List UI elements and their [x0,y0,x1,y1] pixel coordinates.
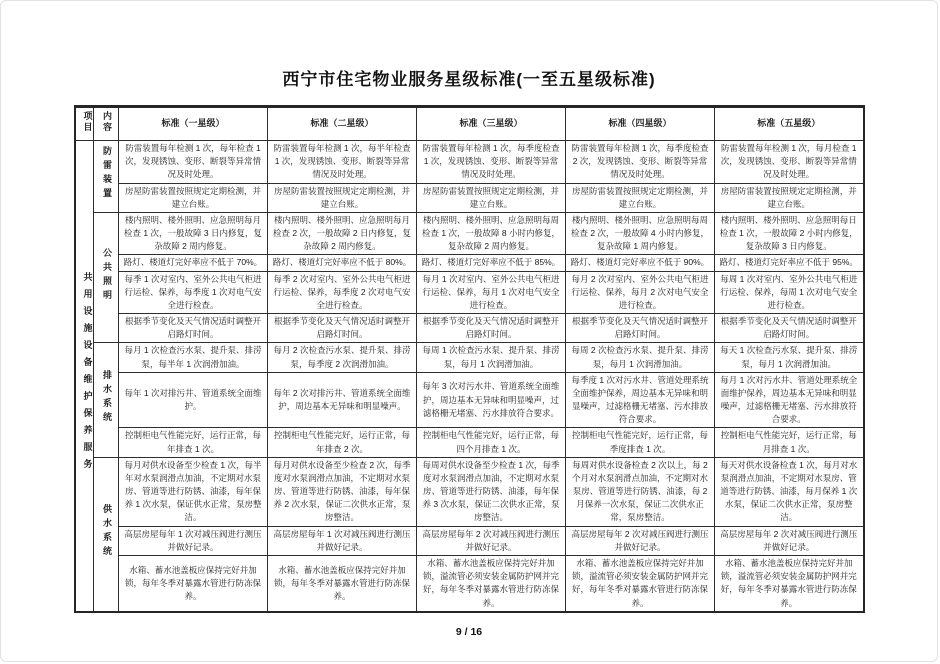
table-row [75,141,864,184]
standard-cell: 每周对供水设备检查 2 次以上，每 2 个月对水泵润滑点加油，不定期对水泵房、管道等进行防锈、油漆，每 2 月保养一次水泵，保证二次供水正常，泵房整洁。 [566,457,715,526]
standard-cell: 根据季节变化及天气情况适时调整开启路灯时间。 [566,314,715,343]
standard-cell: 房屋防雷装置按照规定定期检测，并建立台账。 [268,183,417,212]
standard-cell: 根据季节变化及天气情况适时调整开启路灯时间。 [715,314,864,343]
standard-cell: 高层房屋每年 2 次对减压阀进行测压并做好记录。 [417,526,566,555]
standard-cell: 高层房屋每年 1 次对减压阀进行测压并做好记录。 [268,526,417,555]
page-title: 西宁市住宅物业服务星级标准(一至五星级标准) [282,70,656,89]
group-cell-lighting [94,212,119,343]
project-cell [75,141,94,612]
standards-table [74,105,865,613]
standard-cell: 房屋防雷装置按照规定定期检测，并建立台账。 [119,183,268,212]
table-row [75,526,864,555]
col-header-star-4: 标准（四星级） [566,107,715,141]
table-row [75,428,864,457]
standard-cell: 路灯、楼道灯完好率应不低于 90%。 [566,255,715,271]
standard-cell: 路灯、楼道灯完好率应不低于 95%。 [715,255,864,271]
standard-cell: 防雷装置每年检测 1 次，每半年检查 1 次，发现锈蚀、变形、断裂等异常情况及时处理。 [268,141,417,184]
standard-cell: 控制柜电气性能完好，运行正常，每年排查 1 次。 [119,428,268,457]
standard-cell: 水箱、蓄水池盖板应保持完好并加锁，溢流管必须安装金属防护网并完好，每年冬季对暴露水管进行防冻保养。 [715,555,864,611]
table-row [75,314,864,343]
col-header-star-3: 标准（三星级） [417,107,566,141]
standard-cell: 水箱、蓄水池盖板应保持完好并加锁，溢流管必须安装金属防护网并完好，每年冬季对暴露水管进行防冻保养。 [566,555,715,611]
standard-cell: 每季 2 次对室内、室外公共电气柜进行运检、保养，每季度 2 次对电气安全进行检查。 [268,271,417,314]
standard-cell: 房屋防雷装置按照规定定期检测，并建立台账。 [715,183,864,212]
col-header-project [75,107,94,141]
standard-cell: 水箱、蓄水池盖板应保持完好并加锁，每年冬季对暴露水管进行防冻保养。 [268,555,417,611]
group-label-lightning: 防雷装置 [101,146,112,203]
standard-cell: 水箱、蓄水池盖板应保持完好并加锁，溢流管必须安装金属防护网并完好，每年冬季对暴露水管进行防冻保养。 [417,555,566,611]
standard-cell: 每周对供水设备至少检查 1 次，每季度对水泵润滑点加油，不定期对水泵房、管道等进行防锈、油漆，每年保养 3 次水泵，保证二次供水正常，泵房整洁。 [417,457,566,526]
standard-cell: 每年 3 次对污水井、管道系统全面维护，周边基本无异味和明显噪声，过滤格栅无堵塞、污水排放符合要求。 [417,372,566,428]
page-number: 9 / 16 [455,625,483,638]
standard-cell: 每季 1 次对室内、室外公共电气柜进行运检、保养，每季度 1 次对电气安全进行检查。 [119,271,268,314]
standard-cell: 楼内照明、楼外照明、应急照明每月检查 1 次，一般故障 3 日内修复，复杂故障 2 周内修复。 [119,212,268,255]
standard-cell: 每天对供水设备检查 1 次，每月对水泵润滑点加油，不定期对水泵房、管道等进行防锈、油漆，每月保养 1 次水泵，保证二次供水正常，泵房整洁。 [715,457,864,526]
standard-cell: 每周 2 次检查污水泵、提升泵、排涝泵，每月 1 次润滑加油。 [566,343,715,372]
table-row [75,212,864,255]
standard-cell: 根据季节变化及天气情况适时调整开启路灯时间。 [417,314,566,343]
group-cell-lightning [94,141,119,213]
standard-cell: 每月对供水设备至少检查 1 次，每半年对水泵润滑点加油，不定期对水泵房、管道等进行防锈、油漆，每年保养 1 次水泵，保证供水正常，泵房整洁。 [119,457,268,526]
col-header-star-2: 标准（二星级） [268,107,417,141]
table-row [75,255,864,271]
col-header-content-label: 内容 [101,110,112,133]
table-row [75,183,864,212]
standard-cell: 根据季节变化及天气情况适时调整开启路灯时间。 [268,314,417,343]
standard-cell: 防雷装置每年检测 1 次，每年检查 1 次，发现锈蚀、变形、断裂等异常情况及时处理。 [119,141,268,184]
standard-cell: 房屋防雷装置按照规定定期检测，并建立台账。 [566,183,715,212]
col-header-project-label: 项目 [82,110,93,133]
standard-cell: 每季度 1 次对污水井、管道处理系统全面维护保养，周边基本无异味和明显噪声，过滤格栅无堵塞、污水排放符合要求。 [566,372,715,428]
standard-cell: 控制柜电气性能完好，运行正常，每年排查 2 次。 [268,428,417,457]
col-header-content [94,107,119,141]
standard-cell: 路灯、楼道灯完好率应不低于 85%。 [417,255,566,271]
standard-cell: 控制柜电气性能完好，运行正常，每季度排查 1 次。 [566,428,715,457]
standard-cell: 楼内照明、楼外照明、应急照明每周检查 2 次，一般故障 4 小时内修复，复杂故障 1 周内修复。 [566,212,715,255]
standard-cell: 水箱、蓄水池盖板应保持完好并加锁，每年冬季对暴露水管进行防冻保养。 [119,555,268,611]
table-row [75,343,864,372]
standard-cell: 每月 1 次对室内、室外公共电气柜进行运检、保养，每月 1 次对电气安全进行检查。 [417,271,566,314]
group-label-water-supply: 供水系统 [101,504,112,561]
standard-cell: 根据季节变化及天气情况适时调整开启路灯时间。 [119,314,268,343]
table-row [75,555,864,611]
standard-cell: 每月对供水设备至少检查 2 次，每季度对水泵润滑点加油，不定期对水泵房、管道等进行防锈、油漆，每年保养 2 次水泵，保证二次供水正常，泵房整洁。 [268,457,417,526]
col-header-star-1: 标准（一星级） [119,107,268,141]
standard-cell: 高层房屋每年 2 次对减压阀进行测压并做好记录。 [715,526,864,555]
standard-cell: 每年 2 次对排污井、管道系统全面维护，周边基本无异味和明显噪声。 [268,372,417,428]
col-header-star-5: 标准（五星级） [715,107,864,141]
standard-cell: 每天 1 次检查污水泵、提升泵、排涝泵，每月 1 次润滑加油。 [715,343,864,372]
standard-cell: 楼内照明、楼外照明、应急照明每月检查 2 次，一般故障 2 日内修复，复杂故障 2 周内修复。 [268,212,417,255]
group-cell-water-supply [94,457,119,611]
standard-cell: 每月 2 次对室内、室外公共电气柜进行运检、保养，每月 2 次对电气安全进行检查。 [566,271,715,314]
standard-cell: 控制柜电气性能完好，运行正常，每月排查 1 次。 [715,428,864,457]
standard-cell: 每月 1 次对污水井、管道处理系统全面维护保养，周边基本无异味和明显噪声，过滤格栅无堵塞、污水排放符合要求。 [715,372,864,428]
standard-cell: 楼内照明、楼外照明、应急照明每周检查 1 次，一般故障 8 小时内修复，复杂故障 2 周内修复。 [417,212,566,255]
group-cell-drainage [94,343,119,457]
group-label-drainage: 排水系统 [101,370,112,426]
standard-cell: 房屋防雷装置按照规定定期检测，并建立台账。 [417,183,566,212]
standard-cell: 每月 1 次检查污水泵、提升泵、排涝泵，每半年 1 次润滑加油。 [119,343,268,372]
standard-cell: 高层房屋每年 1 次对减压阀进行测压并做好记录。 [119,526,268,555]
standard-cell: 每月 2 次检查污水泵、提升泵、排涝泵，每季度 2 次润滑加油。 [268,343,417,372]
header-row [75,107,864,141]
table-row [75,271,864,314]
standard-cell: 高层房屋每年 2 次对减压阀进行测压并做好记录。 [566,526,715,555]
group-label-lighting: 公共照明 [101,247,112,304]
standard-cell: 防雷装置每年检测 1 次，每季度检查 1 次，发现锈蚀、变形、断裂等异常情况及时处理。 [417,141,566,184]
table-row [75,457,864,526]
standard-cell: 每周 1 次检查污水泵、提升泵、排涝泵，每月 1 次润滑加油。 [417,343,566,372]
standard-cell: 控制柜电气性能完好，运行正常，每四个月排查 1 次。 [417,428,566,457]
standard-cell: 路灯、楼道灯完好率应不低于 70%。 [119,255,268,271]
standard-cell: 防雷装置每年检测 1 次，每月检查 1 次，发现锈蚀、变形、断裂等异常情况及时处理。 [715,141,864,184]
standard-cell: 楼内照明、楼外照明、应急照明每日检查 1 次，一般故障 2 小时内修复，复杂故障 3 日内修复。 [715,212,864,255]
standard-cell: 路灯、楼道灯完好率应不低于 80%。 [268,255,417,271]
standard-cell: 每年 1 次对排污井、管道系统全面维护。 [119,372,268,428]
table-row [75,372,864,428]
project-label: 共用设施设备维护保养服务 [82,271,93,476]
standard-cell: 防雷装置每年检测 1 次，每季度检查 2 次，发现锈蚀、变形、断裂等异常情况及时处理。 [566,141,715,184]
standard-cell: 每周 1 次对室内、室外公共电气柜进行运检、保养，每周 1 次对电气安全进行检查。 [715,271,864,314]
